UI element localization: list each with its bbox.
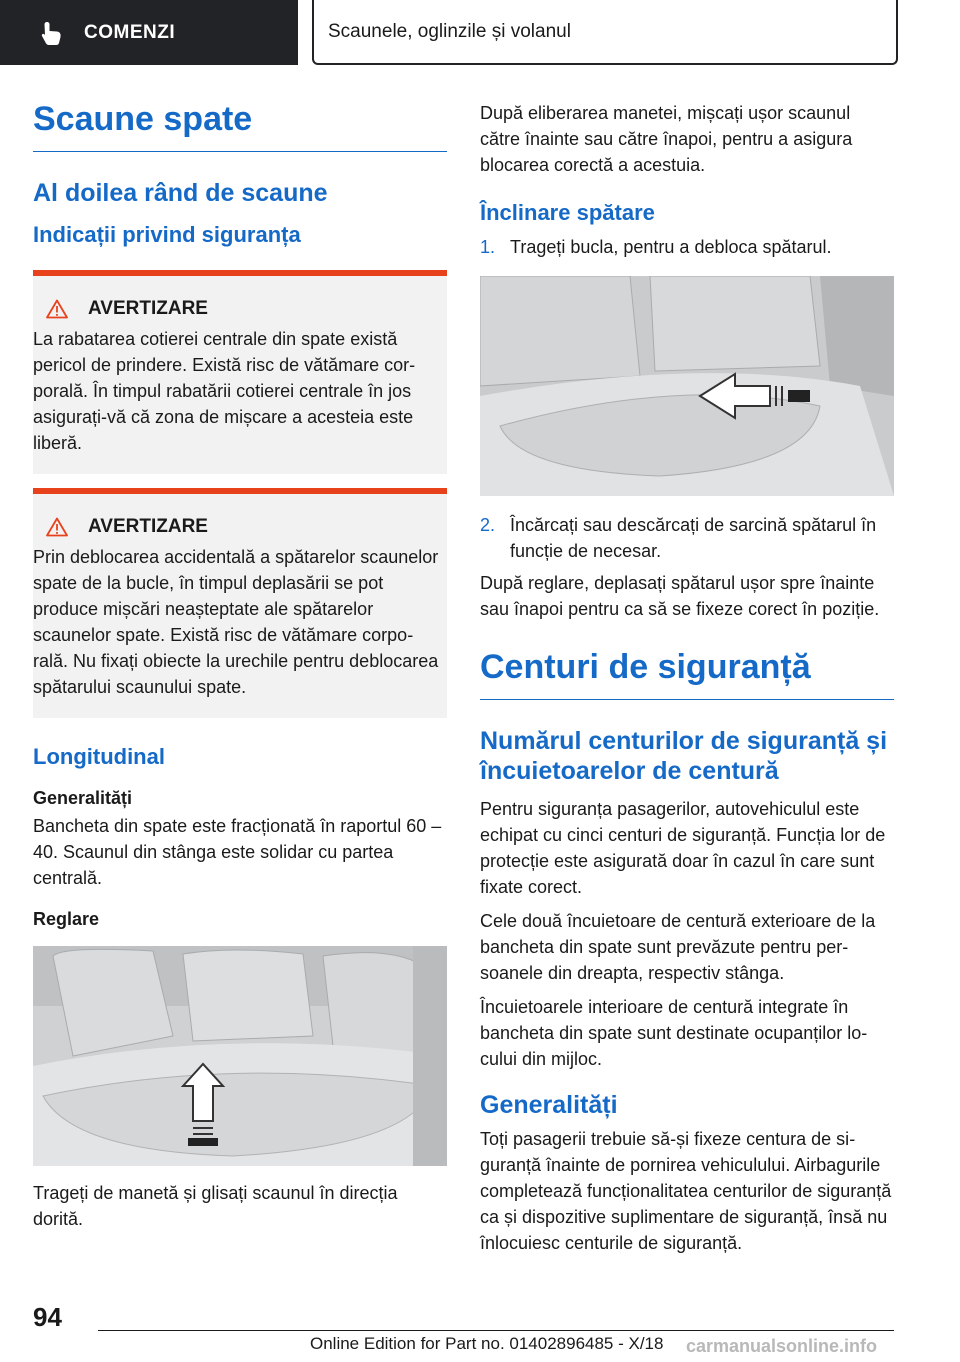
left-column	[33, 100, 447, 1232]
watermark: carmanualsonline.info	[686, 1336, 878, 1356]
warning-text: Prin deblocarea accidentală a spătarelor scaunelor spate de la bucle, în timpul deplasării se pot produce mișcări neașteptate ale spătarelor scaunelor spate. Există risc de vătămare corporală. Nu fixați obiecte la urechile pentru deblocarea spătarului scaunului spate.	[33, 547, 439, 697]
heading-backrest-tilt: Înclinare spătare	[480, 200, 655, 225]
chapter-tab-label: COMENZI	[84, 21, 176, 43]
chapter-tab[interactable]	[0, 0, 298, 65]
section-header	[312, 0, 898, 65]
step-number: 1.	[480, 237, 496, 257]
heading-longitudinal: Longitudinal	[33, 744, 165, 769]
paragraph-adjust: Trageți de manetă și glisați scaunul în direcția dorită.	[33, 1183, 398, 1229]
heading-safety: Indicații privind siguranța	[33, 222, 301, 247]
step-number: 2.	[480, 515, 496, 535]
warning-title	[33, 516, 439, 538]
warning-box-armrest	[33, 270, 447, 474]
section-title: Scaunele, oglinzile și volanul	[328, 20, 571, 42]
paragraph-belts-4: Toți pasagerii trebuie să-și fixeze centura de siguranță înainte de pornirea vehiculului. Airbagurile completează funcționalitatea centurilor de siguranță ca și dispozitive suplimentare de siguranță, însă nu înlocuiesc centurile de siguranță.	[480, 1129, 892, 1253]
heading-general: Generalități	[33, 788, 133, 808]
step-text: Încărcați sau descărcați de sarcină spătarul în funcție de necesar.	[510, 515, 877, 561]
backrest-release-illustration	[480, 276, 894, 496]
paragraph-after-adjust: După reglare, deplasați spătarul ușor spre înainte sau înapoi pentru ca să se fixeze corect în poziție.	[480, 573, 880, 619]
step-text: Trageți bucla, pentru a debloca spătarul.	[510, 237, 832, 257]
warning-label: AVERTIZARE	[88, 516, 208, 537]
page-number: 94	[33, 1302, 62, 1332]
pointing-hand-icon	[38, 19, 66, 47]
paragraph-after-release: După eliberarea manetei, mișcați ușor scaunul către înainte sau către înapoi, pentru a asigura blocarea corectă a acestuia.	[480, 103, 853, 175]
heading-general-belts: Generalități	[480, 1091, 618, 1119]
list-item	[480, 512, 894, 564]
heading-adjust: Reglare	[33, 909, 100, 929]
warning-box-backrest	[33, 488, 447, 718]
heading-second-row: Al doilea rând de scaune	[33, 179, 328, 207]
footer-divider	[98, 1330, 894, 1331]
footer-edition: Online Edition for Part no. 01402896485 - X/18	[310, 1334, 664, 1353]
rear-seat-adjust-illustration	[33, 946, 447, 1166]
warning-title	[33, 298, 439, 320]
warning-text: La rabatarea cotierei centrale din spate există pericol de prindere. Există risc de vătămare corporală. În timpul rabatării cotierei centrale în jos asigurați-vă că zona de mișcare a acesteia este liberă.	[33, 329, 416, 453]
heading-rear-seats: Scaune spate	[33, 100, 447, 152]
heading-belt-count: Numărul centurilor de siguranță și încuietoarelor de centură	[480, 727, 888, 785]
warning-label: AVERTIZARE	[88, 298, 208, 319]
paragraph-general: Bancheta din spate este fracționată în raportul 60 – 40. Scaunul din stânga este solidar cu partea centrală.	[33, 816, 442, 888]
warning-triangle-icon	[46, 299, 68, 319]
warning-triangle-icon	[46, 517, 68, 537]
paragraph-belts-1: Pentru siguranța pasagerilor, autovehiculul este echipat cu cinci centuri de siguranță. Funcția lor de protecție este asigurată doar în cazul în care sunt fixate corect.	[480, 799, 886, 897]
heading-seat-belts: Centuri de siguranță	[480, 648, 894, 700]
paragraph-belts-2: Cele două încuietoare de centură exterioare de la bancheta din spate sunt prevăzute pentru persoanele din dreapta, respectiv stânga.	[480, 911, 876, 983]
right-column	[480, 100, 894, 1256]
paragraph-belts-3: Încuietoarele interioare de centură integrate în bancheta din spate sunt destinate ocupanților locului din mijloc.	[480, 997, 868, 1069]
list-item	[480, 234, 894, 260]
